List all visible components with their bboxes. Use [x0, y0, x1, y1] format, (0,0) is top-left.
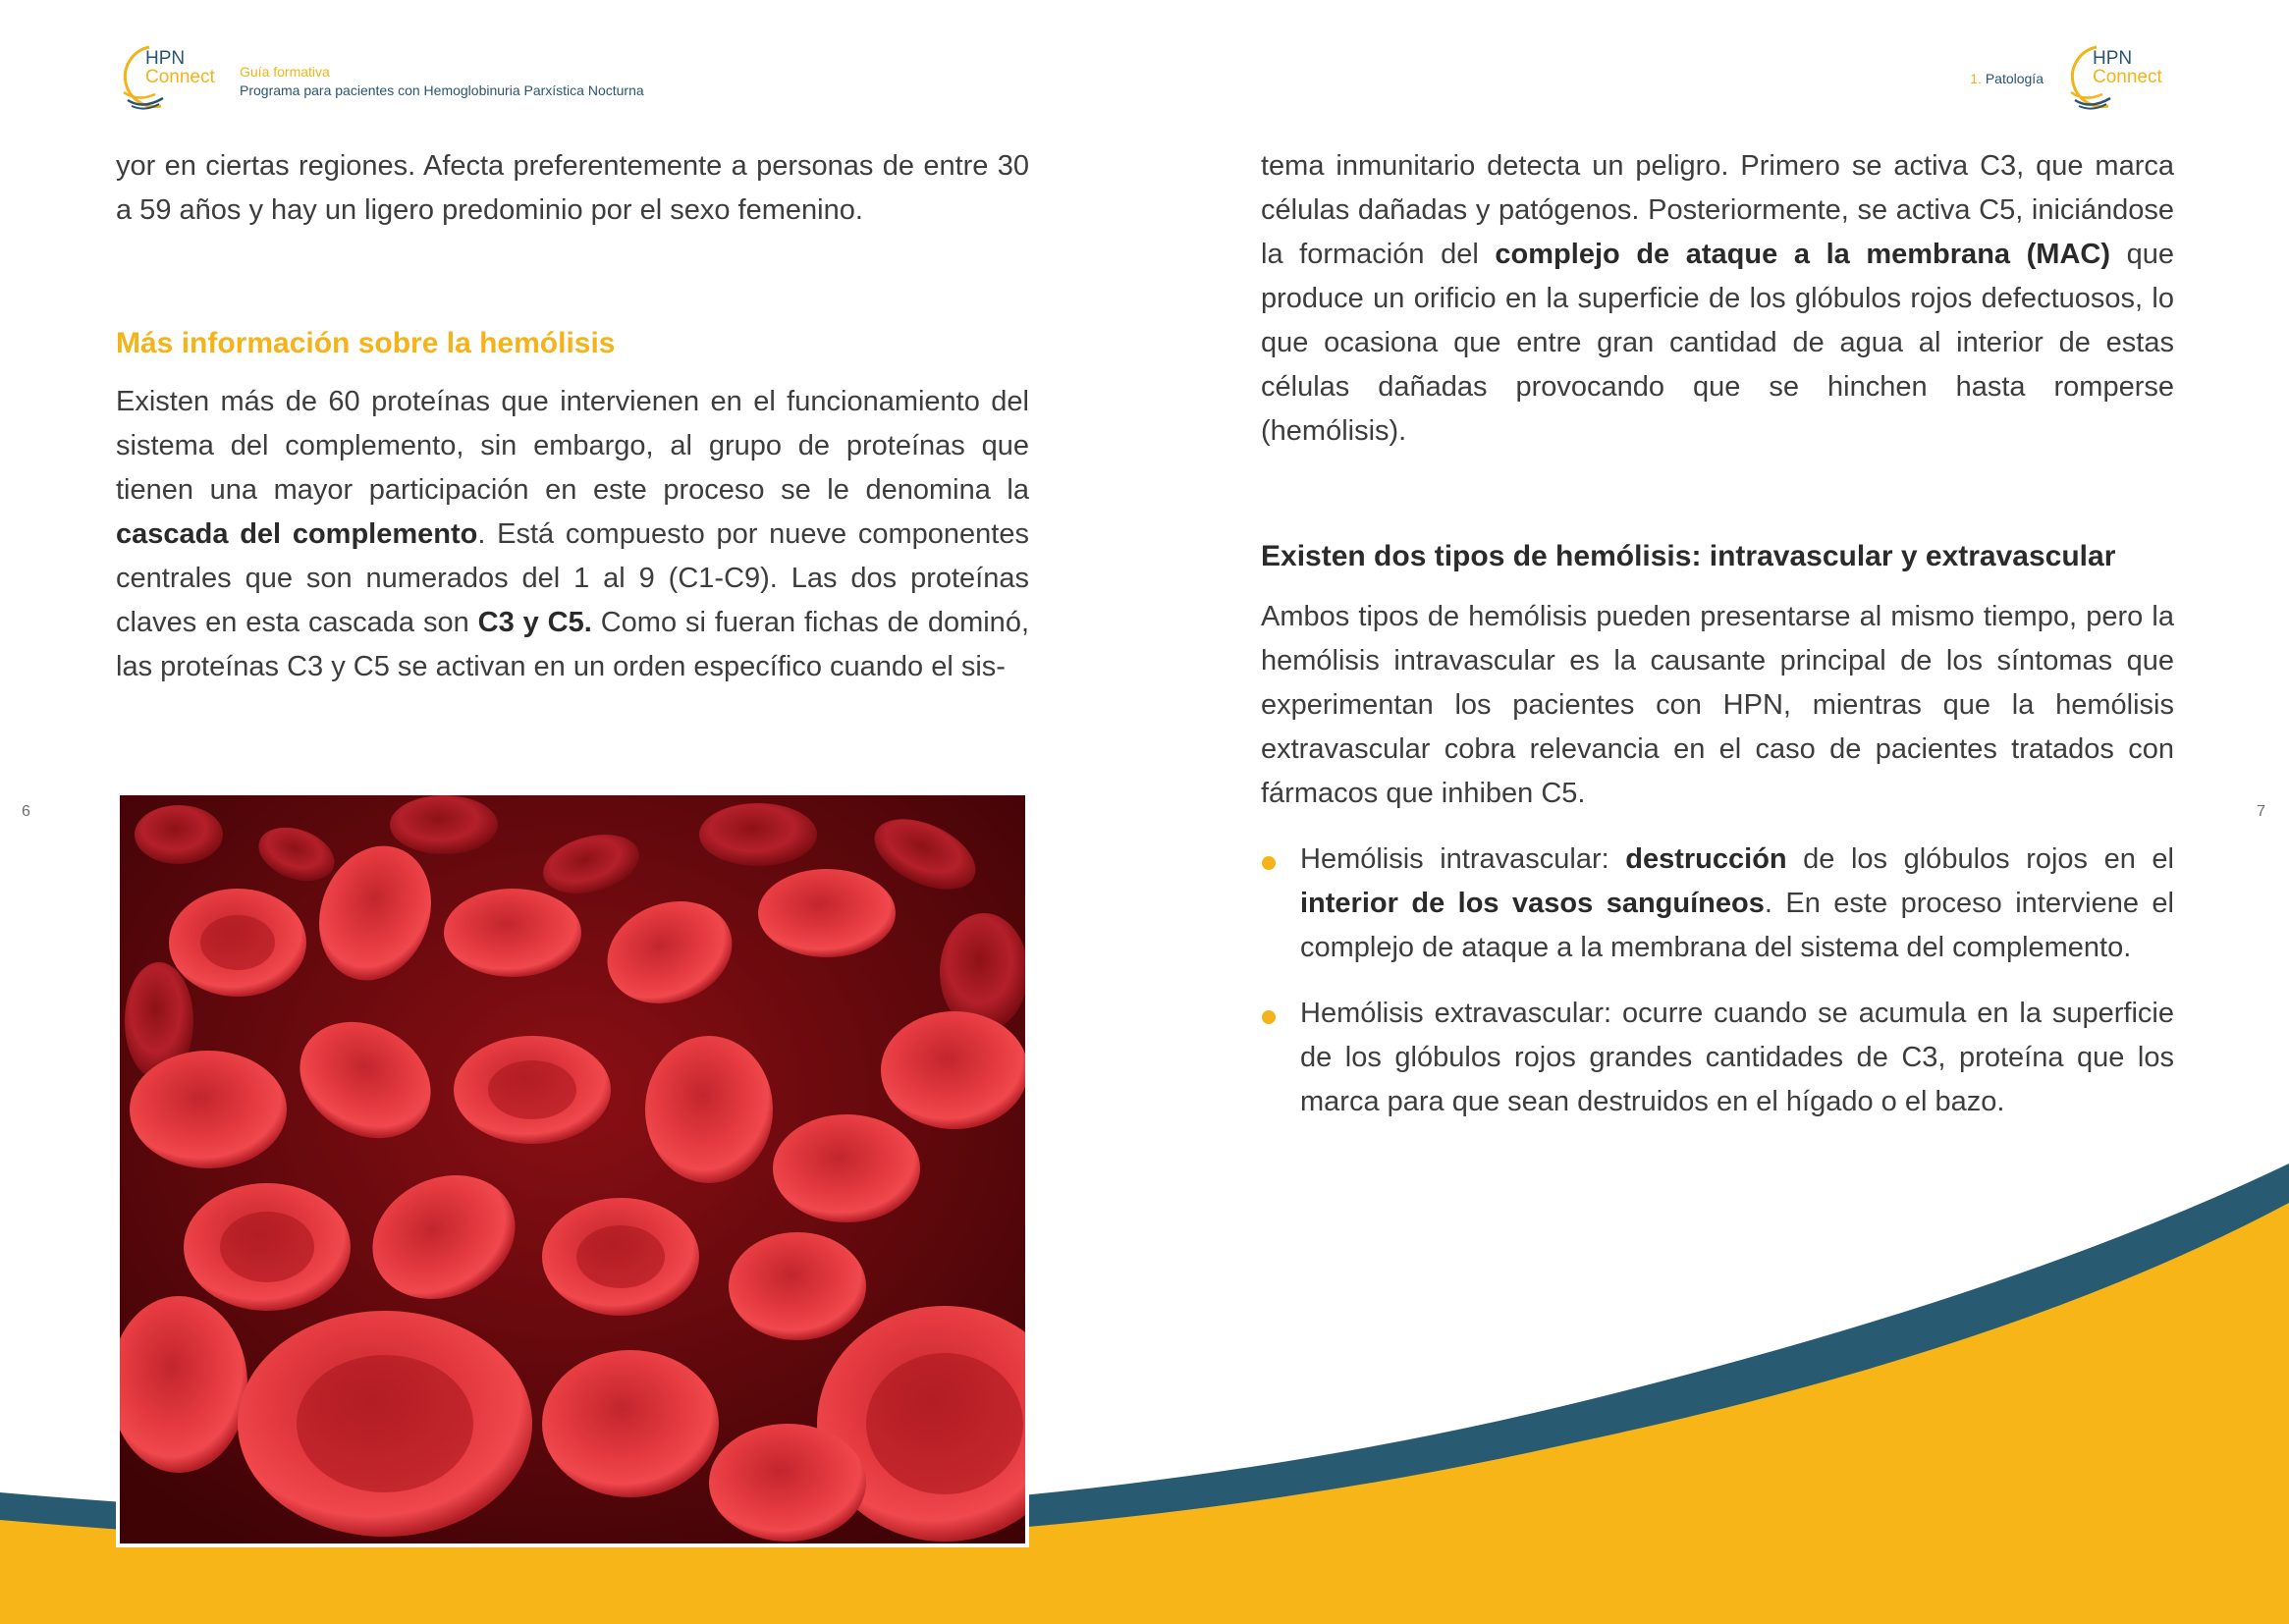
mac-paragraph	[1261, 144, 2174, 454]
bold-cascada: cascada del complemento	[116, 518, 478, 550]
hemolysis-types-list	[1261, 838, 2174, 1124]
page-number-right: 7	[2257, 803, 2265, 820]
list-item	[1261, 992, 2174, 1124]
text-segment: Hemólisis extravascular: ocurre cuando se acumula en la superficie de los glóbulos rojos grandes cantidades de C3, proteína que los marca para que sean destruidos en el hígado o el bazo.	[1300, 998, 2174, 1117]
hpn-connect-logo-right	[2063, 43, 2173, 114]
bold-mac: complejo de ataque a la membrana (MAC)	[1495, 239, 2110, 270]
bold-interior-vasos: interior de los vasos sanguíneos	[1300, 888, 1765, 919]
section-heading-tipos: Existen dos tipos de hemólisis: intravascular y extravascular	[1261, 540, 2116, 572]
text-segment: Hemólisis intravascular:	[1300, 843, 1626, 875]
logo-text-hpn: HPN	[2093, 48, 2133, 69]
text-segment: Como si fueran fichas de dominó, las proteínas C3 y C5 se activan en un orden específico cuando el sis-	[116, 607, 1030, 682]
logo-text-connect: Connect	[145, 67, 215, 87]
page-number-left: 6	[22, 803, 30, 820]
logo-text-hpn: HPN	[145, 48, 186, 69]
section-heading-hemolisis: Más información sobre la hemólisis	[116, 327, 616, 359]
logo-text-connect: Connect	[2093, 67, 2162, 87]
right-column	[1261, 144, 2174, 1124]
program-title: Programa para pacientes con Hemoglobinuria Parxística Nocturna	[240, 82, 644, 98]
header-texts	[240, 63, 644, 100]
header-right	[1970, 43, 2173, 114]
text-segment: . En este proceso interviene el complejo de ataque a la membrana del sistema del complemento.	[1300, 888, 2174, 963]
bold-destruccion: destrucción	[1625, 843, 1787, 875]
header-left	[116, 43, 644, 114]
intro-paragraph: yor en ciertas regiones. Afecta preferentemente a personas de entre 30 a 59 años y hay un ligero predominio por el sexo femenino.	[116, 150, 1029, 226]
bold-c3-c5: C3 y C5.	[477, 607, 592, 638]
text-segment: . Está compuesto por nueve componentes centrales que son numerados del 1 al 9 (C1-C9). Las dos proteínas claves en esta cascada son	[116, 518, 1029, 638]
hpn-connect-logo	[116, 43, 226, 114]
chapter-label	[1970, 71, 2044, 86]
yellow-dot-icon	[1262, 1010, 1276, 1024]
tipos-paragraph: Ambos tipos de hemólisis pueden presentarse al mismo tiempo, pero la hemólisis intravascular es la causante principal de los síntomas que experimentan los pacientes con HPN, mientras que la hemólisis extravascular cobra relevancia en el caso de pacientes tratados con fármacos que inhiben C5.	[1261, 601, 2174, 809]
red-blood-cells-photo	[116, 791, 1029, 1547]
guide-title: Guía formativa	[240, 64, 330, 80]
text-segment: que produce un orificio en la superficie de los glóbulos rojos defectuosos, lo que ocasiona que entre gran cantidad de agua al interior de estas células dañadas provocando que se hinchen hasta romperse (hemólisis).	[1261, 239, 2174, 447]
chapter-number: 1.	[1970, 71, 1982, 86]
text-segment: tema inmunitario detecta un peligro. Primero se activa C3, que marca células dañadas y patógenos. Posteriormente, se activa C5, iniciándose la formación del	[1261, 150, 2174, 270]
text-segment: Existen más de 60 proteínas que intervienen en el funcionamiento del sistema del complemento, sin embargo, al grupo de proteínas que tienen una mayor participación en este proceso se le denomina la	[116, 386, 1029, 506]
list-item	[1261, 838, 2174, 970]
text-segment: de los glóbulos rojos en el	[1786, 843, 2174, 875]
yellow-dot-icon	[1262, 856, 1276, 870]
chapter-name: Patología	[1985, 71, 2044, 86]
left-column	[116, 144, 1029, 689]
red-blood-cells-image	[120, 795, 1025, 1543]
complement-paragraph	[116, 380, 1029, 689]
